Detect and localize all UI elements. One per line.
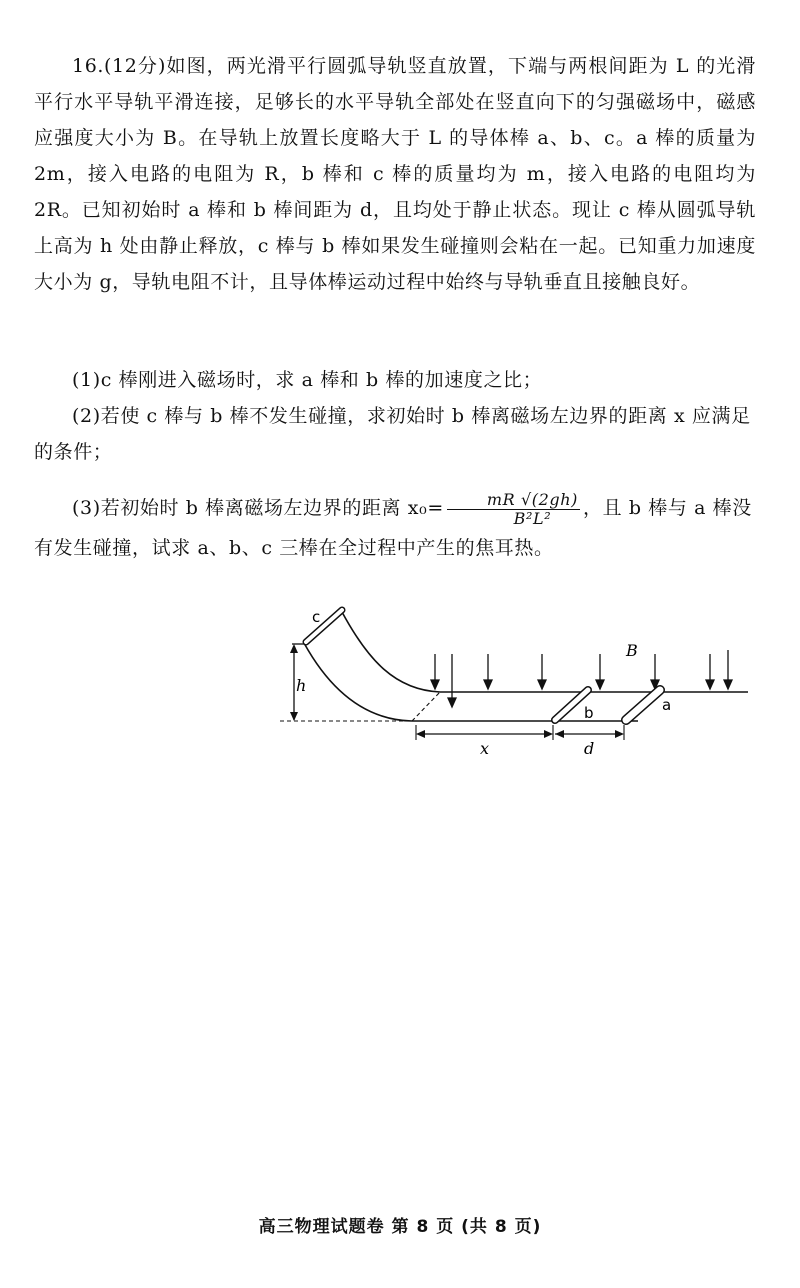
x0-fraction bbox=[447, 491, 580, 528]
arc-rail-front bbox=[304, 643, 412, 721]
question-3 bbox=[34, 488, 756, 568]
label-h: h bbox=[296, 676, 307, 695]
label-a: a bbox=[662, 696, 672, 714]
arc-rail-back bbox=[342, 612, 440, 692]
label-B: B bbox=[626, 641, 638, 660]
question-1: (1)c 棒刚进入磁场时，求 a 棒和 b 棒的加速度之比； bbox=[72, 369, 543, 391]
label-d: d bbox=[584, 739, 595, 758]
h-arrow-up bbox=[290, 644, 298, 653]
question-2: (2)若使 c 棒与 b 棒不发生碰撞，求初始时 b 棒离磁场左边界的距离 x 应满足的条件； bbox=[34, 405, 751, 463]
x0-numerator: mR √(2gh) bbox=[447, 491, 580, 510]
label-c: c bbox=[312, 608, 321, 626]
question-3-prefix: (3)若初始时 b 棒离磁场左边界的距离 x₀= bbox=[72, 497, 444, 519]
x0-denominator: B²L² bbox=[513, 508, 552, 528]
problem-statement: 16.(12分)如图，两光滑平行圆弧导轨竖直放置，下端与两根间距为 L 的光滑平行水平导轨平滑连接，足够长的水平导轨全部处在竖直向下的匀强磁场中，磁感应强度大小为 B。在导轨上放置长度略大于 L 的导体棒 a、b、c。a 棒的质量为 2m，接入电路的电阻为 R，b 棒和 c 棒的质量均为 m，接入电路的电阻均为 2R。已知初始时 a 棒和 b 棒间距为 d，且均处于静止状态。现让 c 棒从圆弧导轨上高为 h 处由静止释放，c 棒与 b 棒如果发生碰撞则会粘在一起。已知重力加速度大小为 g，导轨电阻不计，且导体棒运动过程中始终与导轨垂直且接触良好。 bbox=[34, 55, 756, 293]
h-arrow-down bbox=[290, 712, 298, 721]
label-x: x bbox=[480, 739, 490, 758]
label-b: b bbox=[584, 704, 594, 722]
page-footer: 高三物理试题卷 第 8 页 (共 8 页) bbox=[258, 1217, 542, 1237]
question-3-suffix: ，且 b 棒与 a 棒没有发生碰撞，试求 a、b、c 三棒在全过程中产生的焦耳热。 bbox=[34, 497, 752, 559]
rail-diagram bbox=[270, 600, 760, 760]
field-left-boundary-dashed bbox=[412, 692, 440, 721]
